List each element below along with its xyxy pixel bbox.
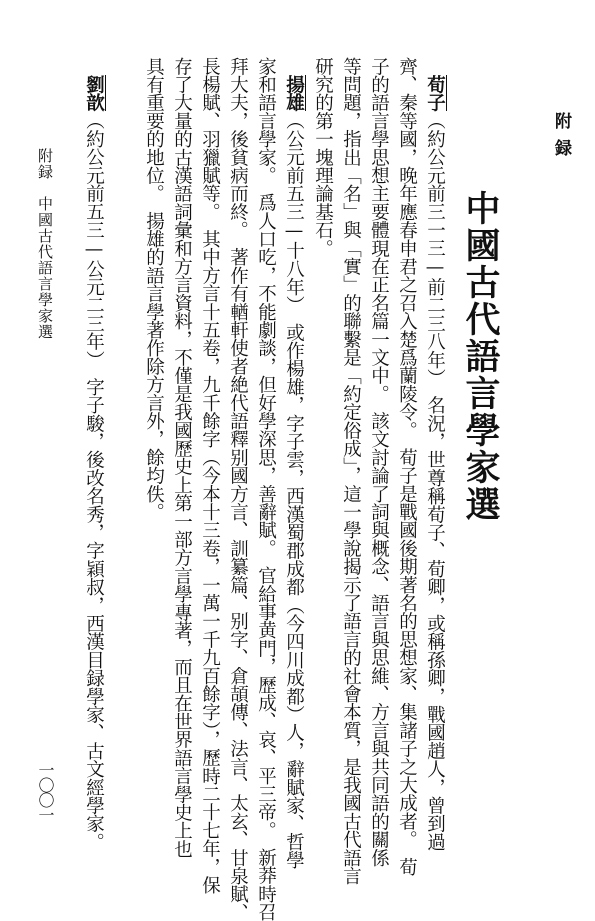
entry-column <box>284 75 303 869</box>
running-head: 附録 中國古代語言學家選 <box>36 148 54 340</box>
entry-text: 研究的第一塊理論基石。 <box>312 57 334 258</box>
entry-text: 家和語言學家。 爲人口吃，不能劇談，但好學深思，善辭賦。 官給事黄門，歷成、哀、平三帝。 新莽時召 <box>255 57 277 921</box>
entry-heading: 劉歆 <box>83 75 105 112</box>
entry-text: （約公元前三一三—前二三八年） 名況，世尊稱荀子、荀卿，或稱孫卿，戰國趙人，曾到過 <box>424 111 446 851</box>
page-number: 一〇〇一 <box>36 762 55 822</box>
entry-column <box>425 75 444 851</box>
section-header: 附録 <box>551 112 571 166</box>
entry-text: 拜大夫，後貧病而終。 著作有輶軒使者絶代語釋别國方言、訓纂篇、别字、倉頡傳、法言、太玄、甘泉賦、 <box>227 57 249 921</box>
entry-column <box>369 57 388 867</box>
entry-text: 子的語言學思想主要體現在正名篇一文中。 該文討論了詞與概念、語言與思維、方言與共同語的關係 <box>368 57 390 867</box>
entry-heading: 揚雄 <box>283 75 305 112</box>
entry-heading: 荀子 <box>424 75 446 112</box>
entry-text: 長楊賦、羽獵賦等。 其中方言十五卷，九千餘字（今本十三卷，一萬一千九百餘字），歷時二十七年，保 <box>199 57 221 894</box>
entry-column <box>228 57 247 921</box>
entry-column <box>172 57 191 858</box>
entry-text: 具有重要的地位。 揚雄的語言學著作除方言外，餘均佚。 <box>143 57 165 521</box>
entry-column <box>397 57 416 876</box>
entry-column <box>341 57 360 885</box>
entry-column <box>200 57 219 894</box>
entry-column <box>144 57 163 521</box>
entry-column <box>84 75 103 851</box>
entry-text: 存了大量的古漢語詞彙和方言資料，不僅是我國歷史上第一部方言學專著，而且在世界語言學史上也 <box>171 57 193 858</box>
entry-text: （約公元前五三—公元二三年） 字子駿，後改名秀，字穎叔，西漢目録學家、古文經學家。 <box>83 111 105 851</box>
entry-column <box>256 57 275 921</box>
page-title: 中國古代語言學家選 <box>460 190 501 523</box>
entry-text: 齊、秦等國，晚年應春申君之召入楚爲蘭陵令。 荀子是戰國後期著名的思想家、集諸子之大成者。 荀 <box>396 57 418 876</box>
entry-text: （公元前五三—十八年） 或作楊雄，字子雲，西漢蜀郡成都（今四川成都）人，辭賦家、哲學 <box>283 111 305 870</box>
entry-column <box>313 57 332 257</box>
entry-text: 等問題，指出「名」與「實」的聯繫是「約定俗成」，這一學說揭示了語言的社會本質，是我國古代語言 <box>340 57 362 885</box>
